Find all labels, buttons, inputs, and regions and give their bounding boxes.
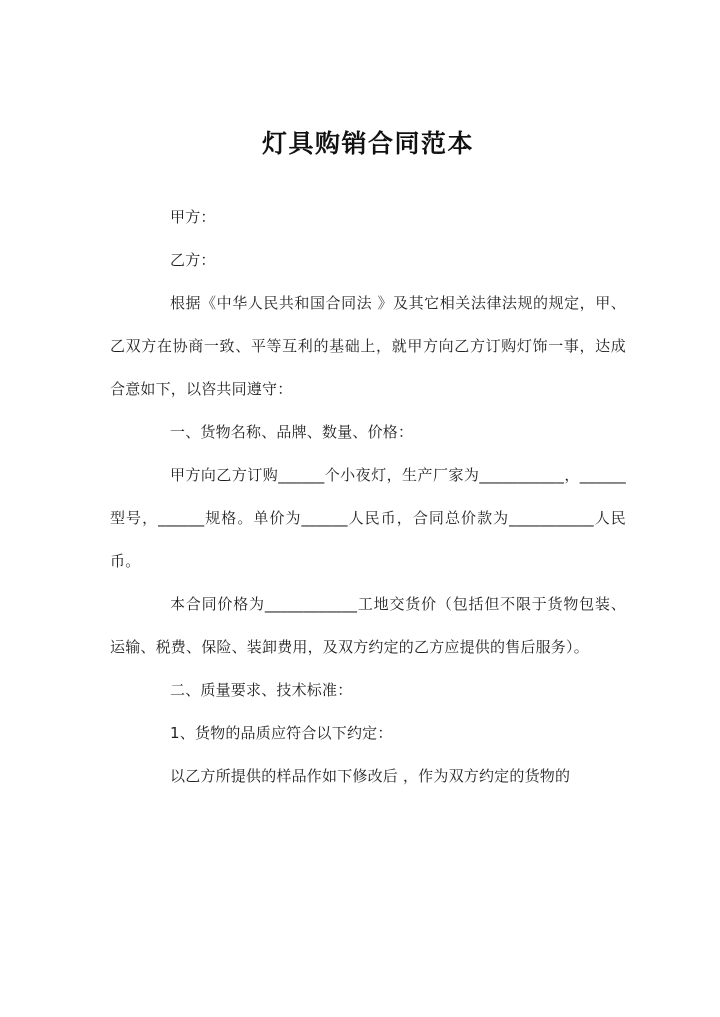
- section-1-paragraph-1: 甲方向乙方订购______个小夜灯，生产厂家为___________，______型号，______规格。单价为______人民币，合同总价款为___________人民币。: [110, 466, 626, 570]
- section-heading-1: 一、货物名称、品牌、数量、价格：: [170, 423, 414, 441]
- document-body: [110, 0, 626, 798]
- party-b-label: 乙方：: [170, 251, 216, 269]
- preamble-paragraph: 根据《中华人民共和国合同法 》及其它相关法律法规的规定，甲、乙双方在协商一致、平等互利的基础上，就甲方向乙方订购灯饰一事，达成合意如下，以咨共同遵守：: [110, 294, 626, 398]
- section-1-paragraph-2: 本合同价格为____________工地交货价（包括但不限于货物包装、运输、税费、保险、装卸费用，及双方约定的乙方应提供的售后服务）。: [110, 595, 626, 656]
- section-2-paragraph-1: 1、货物的品质应符合以下约定：: [170, 724, 393, 742]
- section-2-paragraph-2: 以乙方所提供的样品作如下修改后 ，作为双方约定的货物的: [170, 767, 571, 785]
- title-spacer: [110, 161, 626, 196]
- section-heading-2: 二、质量要求、技术标准：: [170, 681, 353, 699]
- party-a-label: 甲方：: [170, 208, 216, 226]
- page-title: 灯具购销合同范本: [261, 129, 474, 158]
